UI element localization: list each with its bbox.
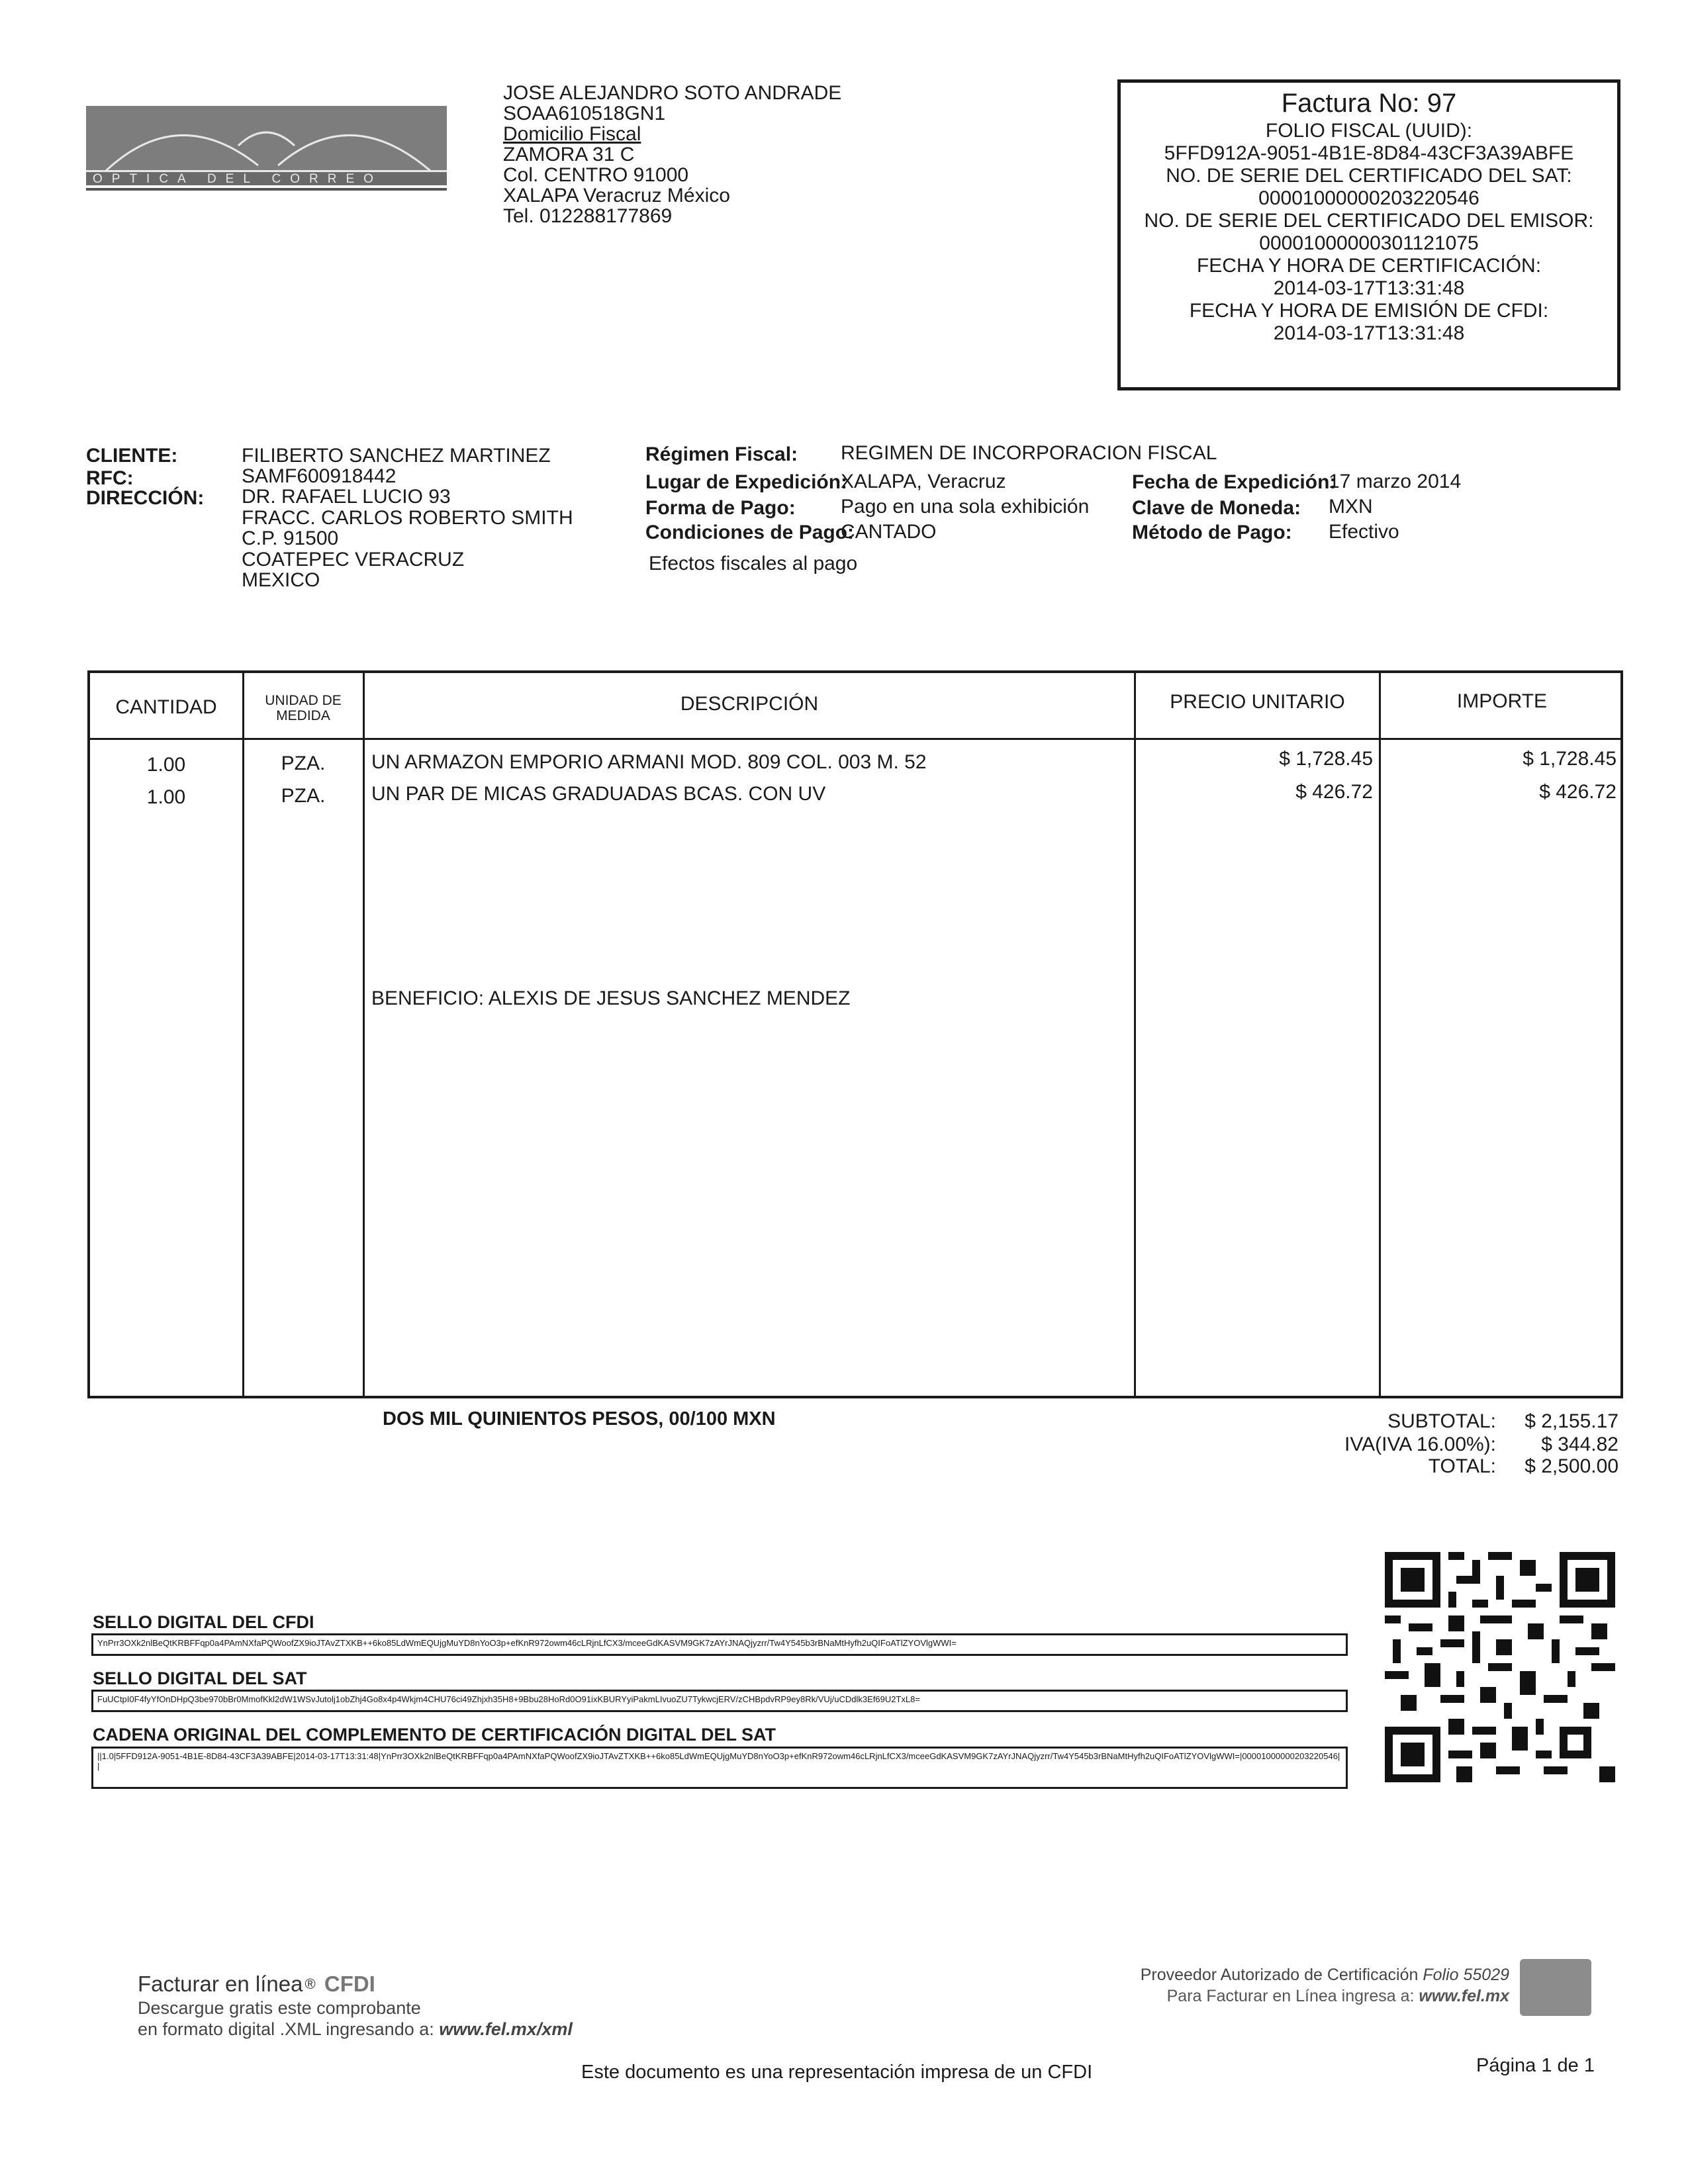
client-address-line: COATEPEC VERACRUZ [242,549,465,570]
client-name: FILIBERTO SANCHEZ MARTINEZ [242,445,551,467]
sat-seal-label: SELLO DIGITAL DEL SAT [93,1668,307,1688]
cadena-box: ||1.0|5FFD912A-9051-4B1E-8D84-43CF3A39ABFE|2014-03-17T13:31:48|YnPrr3OXk2nlBeQtKRBFFqp0a4PAmNXfaPQWoofZX9ioJTAvZTXKB++6ko85LdWmEQUjgMuYD8nYoO3p+efKnR972owm46cLRjnLfCX3/mceeGdKASVM9GK7zAYrJNAQjyzrr/Tw4Y545b3rBNaMtHyfh2uQIFoATlZYOVlgWWI=|00001000000203220546|| [91,1747,1348,1789]
cert-date-label: FECHA Y HORA DE CERTIFICACIÓN: [1196,255,1542,277]
download-line-2 [138,2019,573,2040]
uuid-value: 5FFD912A-9051-4B1E-8D84-43CF3A39ABFE [1164,142,1574,164]
row-descripcion: UN PAR DE MICAS GRADUADAS BCAS. CON UV [371,783,826,805]
header-unidad-line2: MEDIDA [276,708,330,723]
client-address-label: DIRECCIÓN: [86,487,205,509]
issuer-domicilio-label: Domicilio Fiscal [503,123,641,145]
metodo-value: Efectivo [1329,521,1399,543]
row-precio: $ 1,728.45 [1279,748,1373,770]
issuer-phone: Tel. 012288177869 [503,205,673,227]
logo-text: OPTICA DEL CORREO [86,171,447,185]
client-address-line: C.P. 91500 [242,527,339,549]
fecha-value: 17 marzo 2014 [1329,471,1462,492]
regimen-value: REGIMEN DE INCORPORACION FISCAL [841,442,1217,464]
emission-date-value: 2014-03-17T13:31:48 [1273,322,1465,344]
lugar-value: XALAPA, Veracruz [841,471,1006,492]
efectos-note: Efectos fiscales al pago [649,553,858,574]
online-url-link[interactable]: www.fel.mx [1419,1987,1509,2005]
row-importe: $ 426.72 [1539,781,1617,803]
emisor-cert-value: 00001000000301121075 [1259,232,1479,254]
brand-prefix: Facturar en línea [138,1972,303,1996]
issuer-rfc: SOAA610518GN1 [503,103,666,124]
provider-line [1099,1964,1509,1985]
provider-prefix: Proveedor Autorizado de Certificación [1140,1966,1419,1984]
download-prefix: en formato digital .XML ingresando a: [138,2019,434,2039]
row-unidad: PZA. [281,785,326,807]
header-divider [90,738,1620,740]
forma-value: Pago en una sola exhibición [841,496,1090,518]
row-importe: $ 1,728.45 [1523,748,1617,770]
certification-badge-icon [1520,1959,1591,2016]
footer-brand [138,1971,573,1997]
issuer-colonia: Col. CENTRO 91000 [503,164,689,186]
client-rfc: SAMF600918442 [242,465,397,487]
total-label: TOTAL: [1428,1455,1496,1477]
column-divider [242,673,244,1396]
company-logo [86,106,447,185]
forma-label: Forma de Pago: [645,497,796,519]
invoice-info-box [1117,79,1620,390]
print-note: Este documento es una representación impresa de un CFDI [581,2062,1093,2083]
invoice-title: Factura No: 97 [1281,89,1457,118]
column-divider [363,673,365,1396]
emission-date-label: FECHA Y HORA DE EMISIÓN DE CFDI: [1189,300,1549,322]
logo-arcs-graphic [86,106,447,172]
client-address-line: MEXICO [242,569,320,591]
header-cantidad: CANTIDAD [115,696,217,718]
iva-value: $ 344.82 [1541,1433,1618,1455]
sat-cert-label: NO. DE SERIE DEL CERTIFICADO DEL SAT: [1166,165,1572,187]
cfdi-seal-box: YnPrr3OXk2nlBeQtKRBFFqp0a4PAmNXfaPQWoofZX9ioJTAvZTXKB++6ko85LdWmEQUjgMuYD8nYoO3p+efKnR972owm46cLRjnLfCX3/mceeGdKASVM9GK7zAYrJNAQjyzrr/Tw4Y545b3rBNaMtHyfh2uQIFoATlZYOVlgWWI= [91,1633,1348,1656]
issuer-city: XALAPA Veracruz México [503,185,730,206]
uuid-label: FOLIO FISCAL (UUID): [1265,120,1473,142]
cadena-label: CADENA ORIGINAL DEL COMPLEMENTO DE CERTIFICACIÓN DIGITAL DEL SAT [93,1725,776,1745]
fecha-label: Fecha de Expedición: [1132,471,1336,493]
regimen-label: Régimen Fiscal: [645,443,798,465]
moneda-label: Clave de Moneda: [1132,497,1301,519]
online-prefix: Para Facturar en Línea ingresa a: [1166,1987,1415,2005]
row-cantidad: 1.00 [146,786,186,808]
condiciones-label: Condiciones de Pago: [645,522,855,543]
page-number: Página 1 de 1 [1476,2055,1595,2076]
logo-underline [86,188,447,191]
header-precio: PRECIO UNITARIO [1170,691,1345,713]
client-address-line: DR. RAFAEL LUCIO 93 [242,486,451,508]
emisor-cert-label: NO. DE SERIE DEL CERTIFICADO DEL EMISOR: [1144,210,1594,232]
items-table [87,670,1623,1398]
condiciones-value: CANTADO [841,521,937,543]
sat-cert-value: 00001000000203220546 [1258,187,1479,209]
moneda-value: MXN [1329,496,1373,518]
header-descripcion: DESCRIPCIÓN [680,693,819,715]
total-value: $ 2,500.00 [1524,1455,1618,1477]
row-precio: $ 426.72 [1295,781,1373,803]
qr-code [1385,1552,1615,1782]
client-rfc-label: RFC: [86,467,134,489]
online-line [1099,1985,1509,2007]
client-label: CLIENTE: [86,445,178,467]
subtotal-label: SUBTOTAL: [1387,1410,1496,1432]
metodo-label: Método de Pago: [1132,522,1292,543]
iva-label: IVA(IVA 16.00%): [1344,1433,1496,1455]
cfdi-seal-label: SELLO DIGITAL DEL CFDI [93,1612,314,1632]
row-descripcion: UN ARMAZON EMPORIO ARMANI MOD. 809 COL. 003 M. 52 [371,751,927,773]
issuer-name: JOSE ALEJANDRO SOTO ANDRADE [503,82,842,104]
header-importe: IMPORTE [1456,690,1548,712]
header-unidad-line1: UNIDAD DE [265,693,342,708]
amount-in-words: DOS MIL QUINIENTOS PESOS, 00/100 MXN [383,1408,776,1430]
issuer-street: ZAMORA 31 C [503,144,635,165]
download-url-link[interactable]: www.fel.mx/xml [439,2019,573,2039]
sat-seal-box: FuUCtpI0F4fyYfOnDHpQ3be970bBr0MmofKkl2dW1WSvJutolj1obZhj4Go8x4p4Wkjm4CHU76ci49Zhjxh35H8+9Bbu28HoRd0O91ixKBURYyiPakmLIvuoZU7TykwcjERV/zCHBpdvRP9ey8Rk/VUj/uCDdlk3Ef69U2TxL8= [91,1690,1348,1712]
row-unidad: PZA. [281,752,326,774]
client-address-line: FRACC. CARLOS ROBERTO SMITH [242,507,573,529]
brand-cfdi: CFDI [324,1972,375,1996]
subtotal-value: $ 2,155.17 [1524,1410,1618,1432]
beneficiary-note: BENEFICIO: ALEXIS DE JESUS SANCHEZ MENDEZ [371,987,851,1009]
footer-brand-block [138,1971,573,2040]
lugar-label: Lugar de Expedición: [645,471,848,493]
registered-mark: ® [305,1976,316,1992]
download-line-1: Descargue gratis este comprobante [138,1998,421,2018]
row-cantidad: 1.00 [146,754,186,776]
cert-date-value: 2014-03-17T13:31:48 [1273,277,1465,299]
provider-folio: Folio 55029 [1423,1966,1509,1984]
issuer-block [503,83,841,226]
provider-block [1099,1964,1509,2007]
